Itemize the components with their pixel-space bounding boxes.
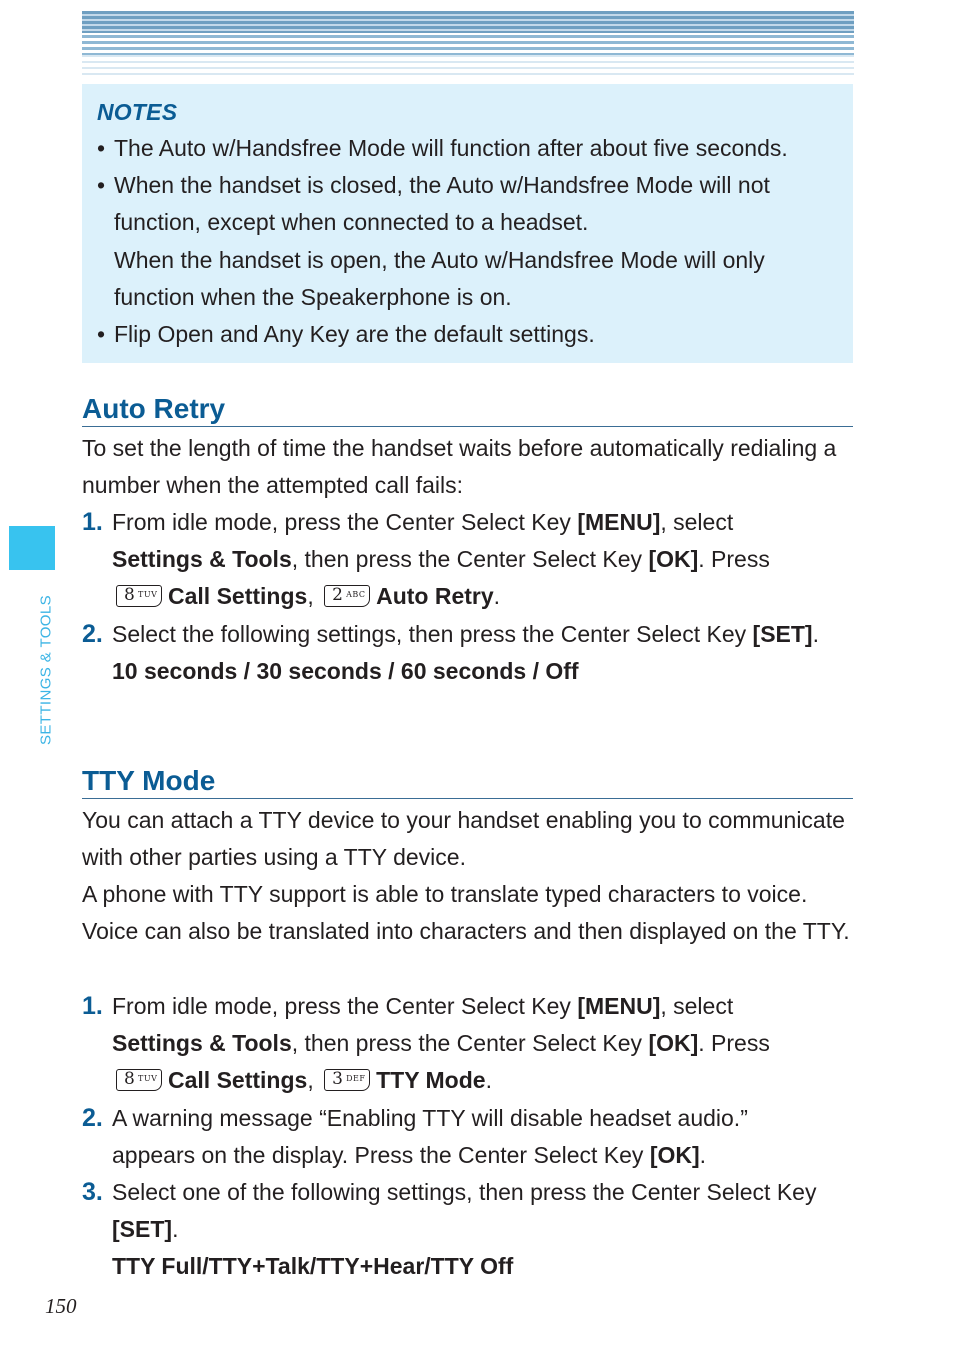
text: . xyxy=(172,1216,179,1243)
note-text: The Auto w/Handsfree Mode will function after about five seconds. xyxy=(114,135,788,161)
call-settings-label: Call Settings xyxy=(168,1067,308,1094)
auto-retry-heading: Auto Retry xyxy=(82,392,853,427)
step-number: 3. xyxy=(82,1178,103,1206)
key-8-icon xyxy=(116,1069,162,1091)
ok-key-label: [OK] xyxy=(648,546,699,573)
menu-key-label: [MENU] xyxy=(577,993,661,1019)
tty-mode-intro-1: You can attach a TTY device to your handset enabling you to communicate with other parties using a TTY device. xyxy=(82,807,845,871)
key-2-icon xyxy=(324,585,370,607)
tty-mode-intro-2: A phone with TTY support is able to translate typed characters to voice. Voice can also be translated into characters and then displayed on the TTY. xyxy=(82,881,850,945)
ok-key-label: [OK] xyxy=(648,1030,699,1057)
bullet-icon: • xyxy=(97,135,106,161)
text: Select one of the following settings, then press the Center Select Key xyxy=(112,1179,817,1205)
step-number: 2. xyxy=(82,1104,103,1132)
step-number: 1. xyxy=(82,992,103,1020)
text: . xyxy=(699,1142,707,1169)
notes-box xyxy=(82,84,853,363)
text: , then press the Center Select Key xyxy=(291,546,649,573)
ok-key-label: [OK] xyxy=(649,1142,700,1169)
text: , select xyxy=(660,509,734,535)
tty-mode-label: TTY Mode xyxy=(376,1067,486,1094)
section-label: SETTINGS & TOOLS xyxy=(37,594,55,746)
auto-retry-options: 10 seconds / 30 seconds / 60 seconds / Off xyxy=(112,658,579,685)
set-key-label: [SET] xyxy=(112,1216,173,1243)
text: , xyxy=(307,1067,321,1094)
text: . xyxy=(485,1067,492,1094)
step-text xyxy=(112,1100,857,1174)
key-digit: 8 xyxy=(124,1069,135,1090)
text: . Press xyxy=(698,1030,770,1057)
note-text: When the handset is closed, the Auto w/Handsfree Mode will not function, except when connected to a headset. xyxy=(114,172,770,236)
text: . xyxy=(493,583,501,610)
text: . xyxy=(812,621,819,647)
step-number: 1. xyxy=(82,508,103,536)
text: From idle mode, press the Center Select Key xyxy=(112,509,578,535)
key-letters: TUV xyxy=(138,590,158,600)
text: , select xyxy=(660,993,734,1019)
header-decoration xyxy=(82,11,854,77)
tty-mode-options: TTY Full/TTY+Talk/TTY+Hear/TTY Off xyxy=(112,1253,514,1280)
key-letters: ABC xyxy=(346,590,366,600)
key-8-icon xyxy=(116,585,162,607)
bullet-icon: • xyxy=(97,321,106,348)
notes-title: NOTES xyxy=(97,99,178,125)
step-number: 2. xyxy=(82,620,103,648)
text: From idle mode, press the Center Select Key xyxy=(112,993,578,1019)
tty-mode-step-1 xyxy=(82,988,857,1100)
text: Select the following settings, then press the Center Select Key xyxy=(112,621,753,647)
text: , xyxy=(307,583,321,610)
note-item xyxy=(97,167,839,241)
auto-retry-label: Auto Retry xyxy=(376,583,494,610)
step-text xyxy=(112,504,857,616)
menu-key-label: [MENU] xyxy=(577,509,661,535)
note-text: Flip Open and Any Key are the default settings. xyxy=(114,321,595,348)
text: A warning message “Enabling TTY will disable headset audio.” appears on the display. Press the Center Select Key xyxy=(112,1105,748,1169)
settings-tools-label: Settings & Tools xyxy=(112,546,292,573)
key-letters: TUV xyxy=(138,1074,158,1084)
text: , then press the Center Select Key xyxy=(291,1030,649,1057)
text: . Press xyxy=(698,546,770,573)
call-settings-label: Call Settings xyxy=(168,583,308,610)
key-digit: 3 xyxy=(332,1069,343,1090)
auto-retry-step-2 xyxy=(82,616,857,690)
step-text xyxy=(112,616,857,690)
key-digit: 8 xyxy=(124,585,135,606)
auto-retry-intro: To set the length of time the handset waits before automatically redialing a number when the attempted call fails: xyxy=(82,435,837,499)
key-digit: 2 xyxy=(332,585,343,606)
tty-mode-step-3 xyxy=(82,1174,857,1286)
note-item xyxy=(97,130,839,167)
key-3-icon xyxy=(324,1069,370,1091)
section-tab-marker xyxy=(9,526,55,570)
note-item xyxy=(97,242,839,316)
set-key-label: [SET] xyxy=(752,621,813,647)
tty-mode-heading: TTY Mode xyxy=(82,764,853,799)
note-text: When the handset is open, the Auto w/Handsfree Mode will only function when the Speakerphone is on. xyxy=(114,246,765,310)
tty-mode-step-2 xyxy=(82,1100,857,1174)
key-letters: DEF xyxy=(346,1074,366,1084)
settings-tools-label: Settings & Tools xyxy=(112,1030,292,1057)
note-item xyxy=(97,316,839,353)
page-number: 150 xyxy=(45,1294,77,1318)
step-text xyxy=(112,1174,857,1286)
auto-retry-step-1 xyxy=(82,504,857,616)
bullet-icon: • xyxy=(97,172,106,199)
step-text xyxy=(112,988,857,1100)
